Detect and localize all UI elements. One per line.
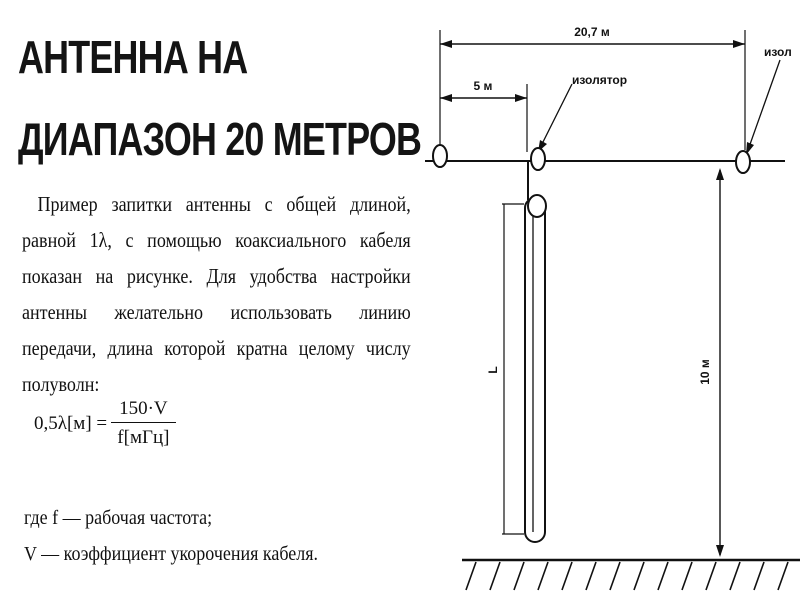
- insulator-label: изолятор: [572, 73, 628, 87]
- cable-length-label: L: [486, 366, 500, 374]
- insulator-right: [736, 151, 750, 173]
- insulator-feed: [531, 148, 545, 170]
- formula-numerator: 150·V: [111, 398, 176, 423]
- height-label: 10 м: [698, 359, 712, 385]
- title-line-1: АНТЕННА НА: [18, 31, 248, 83]
- height-dimension: [716, 168, 724, 557]
- insulator-label-right: изол: [764, 45, 792, 59]
- definition-v: V — коэффициент укорочения кабеля.: [24, 543, 319, 565]
- definition-f: где f — рабочая частота;: [24, 507, 213, 529]
- cable-length-dimension: [502, 204, 524, 534]
- body-paragraph: Пример запитки антенны с общей длиной, равной 1λ, с помощью коаксиального кабеля показан на рисунке. Для удобства настройки антенны желательно использовать линию передачи, длина которой кратна целому числу полуволн:: [22, 192, 411, 396]
- ground: [462, 560, 800, 590]
- title-line-2: ДИАПАЗОН 20 МЕТРОВ: [18, 113, 422, 165]
- formula-denominator: f[мГц]: [117, 427, 170, 448]
- insulator-left: [433, 145, 447, 167]
- formula-lhs: 0,5λ[м] =: [34, 412, 108, 434]
- feed-offset-label: 5 м: [473, 79, 493, 93]
- total-length-label: 20,7 м: [574, 25, 610, 39]
- coax-cable: [525, 195, 546, 542]
- insulator-pointer: [538, 84, 572, 152]
- insulator-pointer-right: [746, 60, 780, 155]
- feed-offset-dimension: [440, 84, 527, 152]
